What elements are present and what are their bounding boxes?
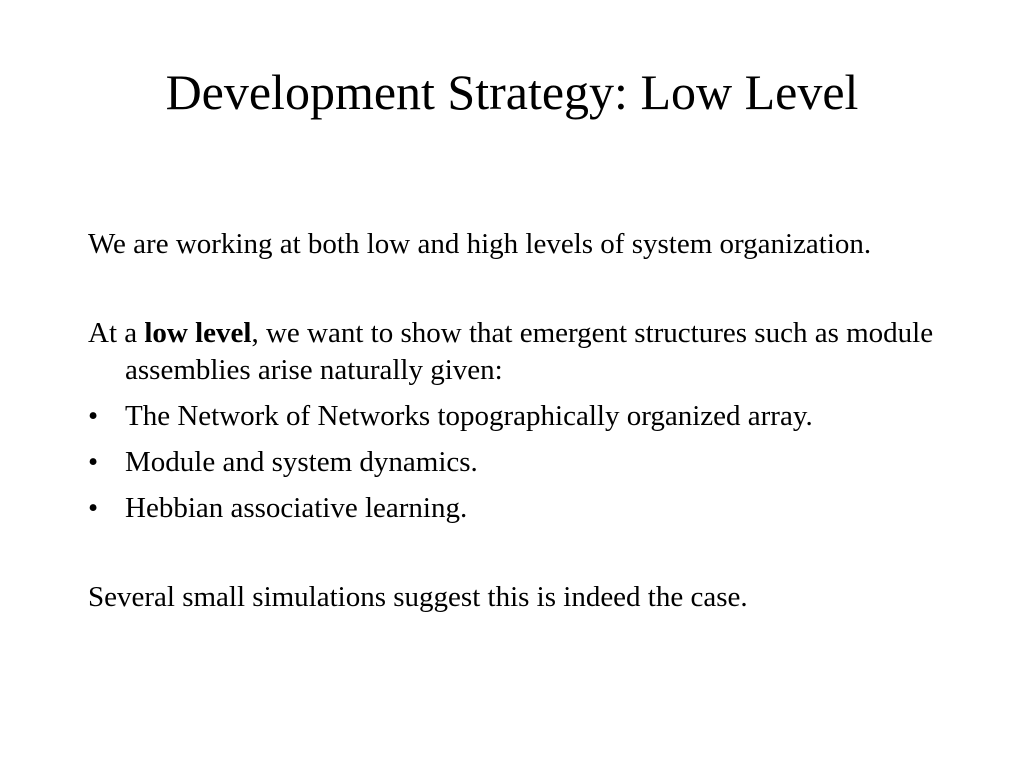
paragraph-low-level-prefix: At a <box>88 317 145 349</box>
paragraph-low-level <box>88 315 958 389</box>
bullet-item <box>88 398 958 435</box>
paragraph-intro: We are working at both low and high levels of system organization. <box>88 228 872 260</box>
paragraph-conclusion: Several small simulations suggest this is indeed the case. <box>88 581 748 613</box>
bullet-icon: • <box>88 492 99 524</box>
bullet-icon: • <box>88 400 99 432</box>
slide-body <box>88 226 958 616</box>
bullet-item <box>88 490 958 527</box>
bullet-text: Module and system dynamics. <box>125 446 478 478</box>
low-level-emphasis: low level <box>144 317 252 349</box>
bullet-item <box>88 444 958 481</box>
bullet-icon: • <box>88 446 99 478</box>
bullet-text: Hebbian associative learning. <box>125 492 468 524</box>
bullet-list <box>88 398 958 527</box>
slide-title: Development Strategy: Low Level <box>165 64 859 120</box>
paragraph-low-level-suffix: , we want to show that emergent structures such as module assemblies arise naturally given: <box>125 317 934 386</box>
bullet-text: The Network of Networks topographically organized array. <box>125 400 813 432</box>
